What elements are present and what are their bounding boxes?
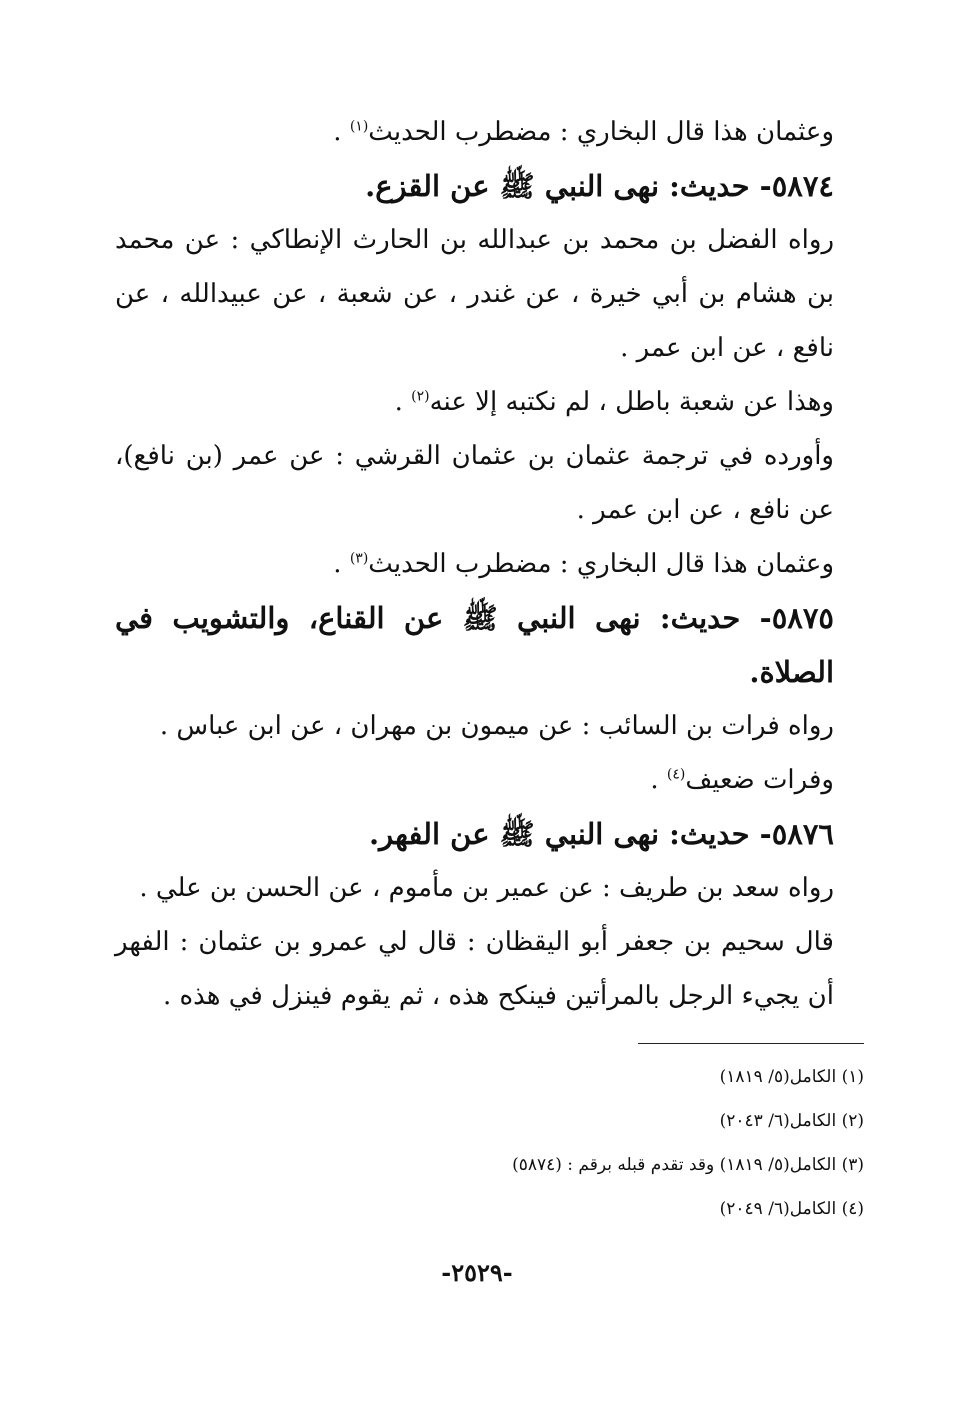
- paragraph-text: وعثمان هذا قال البخاري : مضطرب الحديث: [368, 117, 834, 147]
- paragraph-text: وعثمان هذا قال البخاري : مضطرب الحديث: [368, 549, 834, 579]
- footnote-ref: (٢): [411, 388, 430, 405]
- paragraph: وأورده في ترجمة عثمان بن عثمان القرشي : عن عمر (بن نافع)، عن نافع ، عن ابن عمر .: [115, 441, 834, 525]
- footnote: (٢) الكامل(٦/ ٢٠٤٣): [719, 1111, 864, 1131]
- footnote: (١) الكامل(٥/ ١٨١٩): [719, 1067, 864, 1087]
- paragraph-end: .: [333, 549, 350, 579]
- hadith-heading: ٥٨٧٤- حديث: نهى النبي ﷺ عن القزع.: [365, 169, 834, 203]
- page-number: -٢٥٢٩-: [441, 1258, 513, 1287]
- hadith-heading: ٥٨٧٥- حديث: نهى النبي ﷺ عن القناع، والتشويب في الصلاة.: [115, 601, 834, 689]
- paragraph-end: .: [650, 765, 667, 795]
- paragraph: رواه فرات بن السائب : عن ميمون بن مهران ، عن ابن عباس .: [159, 711, 834, 741]
- paragraph-text: وفرات ضعيف: [685, 765, 834, 795]
- footnote-ref: (٤): [666, 766, 686, 783]
- footnote-ref: (٣): [349, 550, 369, 567]
- paragraph: قال سحيم بن جعفر أبو اليقظان : قال لي عمرو بن عثمان : الفهر أن يجيء الرجل بالمرأتين فينكح هذه ، ثم يقوم فينزل في هذه .: [115, 927, 834, 1011]
- footnotes: [304, 1055, 864, 1231]
- page-body: [115, 105, 870, 1023]
- paragraph-end: .: [394, 387, 412, 417]
- footnote-divider: [638, 1043, 864, 1044]
- paragraph-text: وهذا عن شعبة باطل ، لم نكتبه إلا عنه: [429, 387, 834, 417]
- paragraph-end: .: [333, 117, 350, 147]
- paragraph: [115, 537, 870, 591]
- footnote: (٣) الكامل(٥/ ١٨١٩) وقد تقدم قبله برقم : (٥٨٧٤): [512, 1155, 864, 1175]
- paragraph: رواه سعد بن طريف : عن عمير بن مأموم ، عن الحسن بن علي .: [139, 873, 834, 903]
- paragraph: [115, 105, 870, 159]
- paragraph: [115, 375, 870, 429]
- hadith-heading: ٥٨٧٦- حديث: نهى النبي ﷺ عن الفهر.: [369, 817, 834, 851]
- paragraph: [115, 753, 870, 807]
- footnote: (٤) الكامل(٦/ ٢٠٤٩): [719, 1199, 864, 1219]
- paragraph: رواه الفضل بن محمد بن عبدالله بن الحارث الإنطاكي : عن محمد بن هشام بن أبي خيرة ، عن غندر ، عن شعبة ، عن عبيدالله ، عن نافع ، عن ابن عمر .: [115, 225, 834, 363]
- footnote-ref: (١): [349, 118, 369, 135]
